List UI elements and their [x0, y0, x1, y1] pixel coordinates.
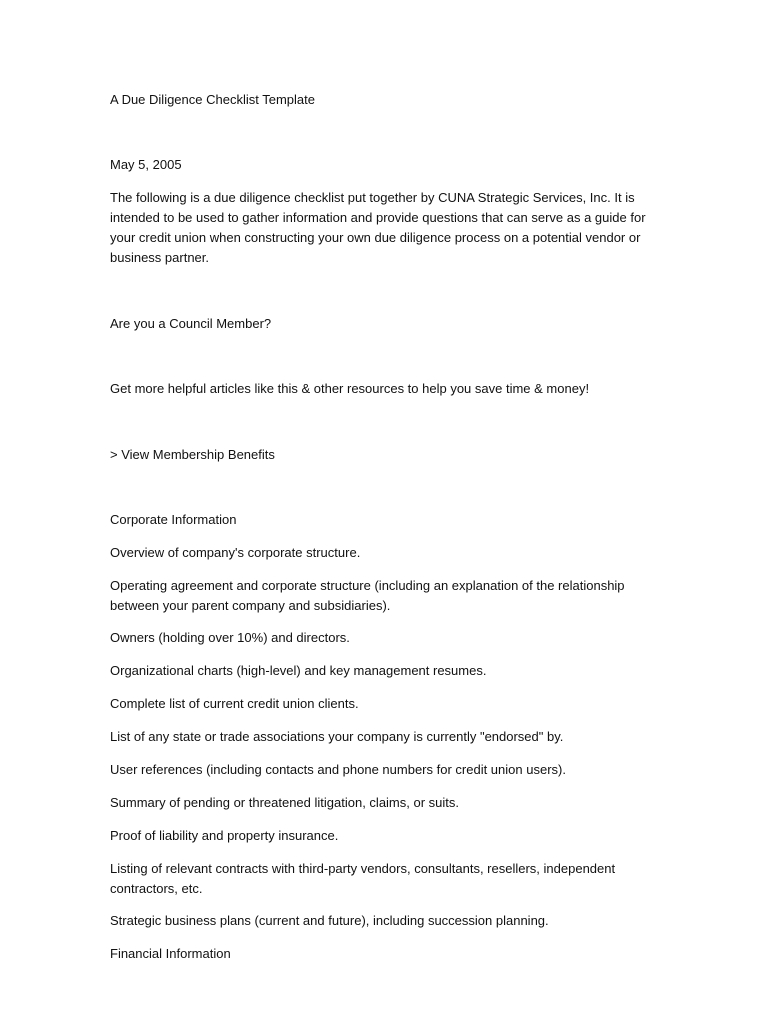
checklist-item: Organizational charts (high-level) and key management resumes.	[110, 663, 487, 678]
checklist-item: Overview of company's corporate structure.	[110, 545, 361, 560]
checklist-item: User references (including contacts and phone numbers for credit union users).	[110, 762, 566, 777]
document-title: A Due Diligence Checklist Template	[110, 92, 315, 107]
intro-paragraph: The following is a due diligence checklist put together by CUNA Strategic Services, Inc. It is intended to be used to gather information and provide questions that can serve as a guide for your credit union when constructing your own due diligence process on a potential vendor or business partner.	[110, 190, 646, 265]
membership-benefits-link[interactable]: > View Membership Benefits	[110, 447, 275, 462]
council-question: Are you a Council Member?	[110, 316, 272, 331]
checklist-item: Complete list of current credit union clients.	[110, 696, 359, 711]
checklist-item: Strategic business plans (current and future), including succession planning.	[110, 913, 549, 928]
checklist-item: Operating agreement and corporate structure (including an explanation of the relationship between your parent company and subsidiaries).	[110, 578, 625, 613]
checklist-item: Proof of liability and property insurance.	[110, 828, 339, 843]
promo-text: Get more helpful articles like this & other resources to help you save time & money!	[110, 381, 590, 396]
checklist-item: Listing of relevant contracts with third-party vendors, consultants, resellers, independent contractors, etc.	[110, 861, 616, 896]
checklist-item: Summary of pending or threatened litigation, claims, or suits.	[110, 795, 460, 810]
document-date: May 5, 2005	[110, 157, 182, 172]
financial-information-heading: Financial Information	[110, 946, 231, 961]
corporate-information-heading: Corporate Information	[110, 512, 237, 527]
checklist-item: List of any state or trade associations your company is currently "endorsed" by.	[110, 729, 564, 744]
checklist-item: Owners (holding over 10%) and directors.	[110, 630, 350, 645]
